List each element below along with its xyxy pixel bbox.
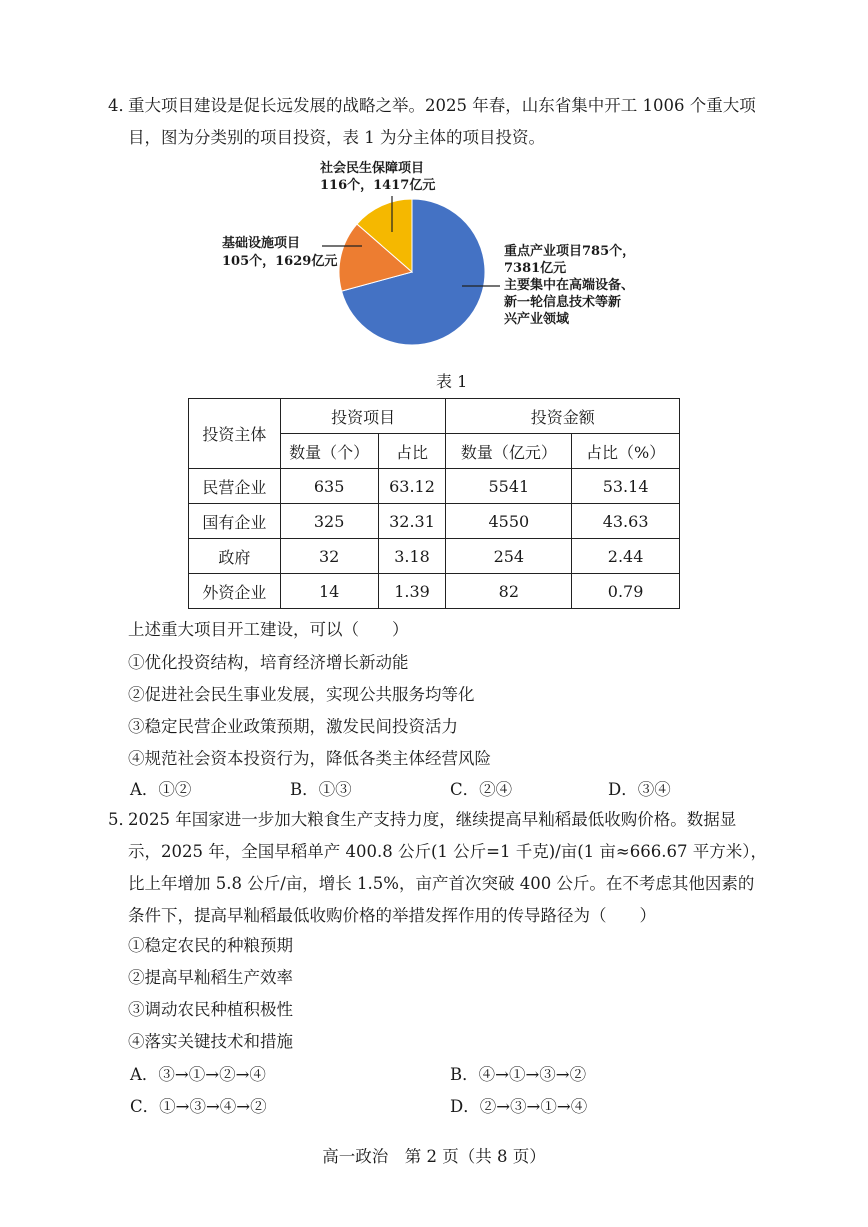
- cell-subject: 政府: [189, 539, 281, 574]
- table-caption: 表 1: [436, 372, 468, 391]
- cell-count: 32: [280, 539, 378, 574]
- q5-item-2: ②提高早籼稻生产效率: [128, 968, 293, 987]
- label-infra-value: 105个，1629亿元: [222, 254, 338, 269]
- label-key-line3: 主要集中在高端设备、: [504, 278, 635, 293]
- cell-amount-share: 43.63: [572, 504, 680, 539]
- subheader-amount: 数量（亿元）: [446, 434, 572, 469]
- cell-amount-share: 0.79: [572, 574, 680, 609]
- q4-stem-line1: 重大项目建设是促长远发展的战略之举。2025 年春，山东省集中开工 1006 个重大项: [128, 96, 756, 115]
- q4-number: 4．: [108, 96, 135, 115]
- label-social-name: 社会民生保障项目: [320, 161, 425, 176]
- cell-amount-share: 53.14: [572, 469, 680, 504]
- header-subject: 投资主体: [189, 399, 281, 469]
- q4-option-c[interactable]: C．②④: [450, 780, 513, 799]
- table-row: [189, 574, 680, 609]
- header-amount: 投资金额: [446, 399, 680, 434]
- header-projects: 投资项目: [280, 399, 446, 434]
- label-key-line1: 重点产业项目785个，: [504, 244, 636, 259]
- cell-share: 3.18: [378, 539, 446, 574]
- cell-count: 14: [280, 574, 378, 609]
- q4-item-1: ①优化投资结构，培育经济增长新动能: [128, 653, 409, 672]
- q4-stem-line2: 目，图为分类别的项目投资，表 1 为分主体的项目投资。: [128, 128, 545, 147]
- cell-subject: 民营企业: [189, 469, 281, 504]
- label-key-line2: 7381亿元: [504, 261, 567, 276]
- cell-subject: 外资企业: [189, 574, 281, 609]
- subheader-amount-share: 占比（%）: [572, 434, 680, 469]
- label-key-line5: 兴产业领域: [504, 312, 570, 327]
- q4-option-b[interactable]: B．①③: [290, 780, 352, 799]
- table-row: [189, 539, 680, 574]
- cell-amount-share: 2.44: [572, 539, 680, 574]
- investment-table: [188, 398, 680, 609]
- subheader-share: 占比: [378, 434, 446, 469]
- label-key-line4: 新一轮信息技术等新: [504, 295, 622, 310]
- q5-number: 5．: [108, 810, 135, 829]
- q5-option-d[interactable]: D．②→③→①→④: [450, 1097, 588, 1116]
- q5-option-c[interactable]: C．①→③→④→②: [130, 1097, 267, 1116]
- cell-amount: 4550: [446, 504, 572, 539]
- pie-chart: [0, 0, 868, 400]
- q4-item-2: ②促进社会民生事业发展，实现公共服务均等化: [128, 685, 475, 704]
- q5-stem-line1: 2025 年国家进一步加大粮食生产支持力度，继续提高早籼稻最低收购价格。数据显: [128, 810, 737, 829]
- q5-option-b[interactable]: B．④→①→③→②: [450, 1065, 587, 1084]
- q5-item-1: ①稳定农民的种粮预期: [128, 936, 293, 955]
- table-row: [189, 504, 680, 539]
- cell-count: 635: [280, 469, 378, 504]
- cell-amount: 82: [446, 574, 572, 609]
- q5-item-3: ③调动农民种植积极性: [128, 1000, 293, 1019]
- q5-stem-line2: 示，2025 年，全国早稻单产 400.8 公斤(1 公斤=1 千克)/亩(1 亩≈666.67 平方米），: [128, 842, 767, 861]
- cell-count: 325: [280, 504, 378, 539]
- q4-item-4: ④规范社会资本投资行为，降低各类主体经营风险: [128, 749, 491, 768]
- page-footer: 高一政治 第 2 页（共 8 页）: [322, 1147, 546, 1166]
- subheader-count: 数量（个）: [280, 434, 378, 469]
- q4-item-3: ③稳定民营企业政策预期，激发民间投资活力: [128, 717, 458, 736]
- cell-share: 1.39: [378, 574, 446, 609]
- q4-prompt: 上述重大项目开工建设，可以（ ）: [128, 620, 409, 639]
- table-header-row: [189, 399, 680, 434]
- q5-stem-line4: 条件下，提高早籼稻最低收购价格的举措发挥作用的传导路径为（ ）: [128, 906, 656, 925]
- cell-share: 63.12: [378, 469, 446, 504]
- table-row: [189, 469, 680, 504]
- label-infra-name: 基础设施项目: [222, 236, 301, 251]
- q4-option-a[interactable]: A．①②: [130, 780, 192, 799]
- cell-subject: 国有企业: [189, 504, 281, 539]
- q4-option-d[interactable]: D．③④: [608, 780, 671, 799]
- q5-stem-line3: 比上年增加 5.8 公斤/亩，增长 1.5%，亩产首次突破 400 公斤。在不考虑其他因素的: [128, 874, 755, 893]
- q5-option-a[interactable]: A．③→①→②→④: [130, 1065, 266, 1084]
- cell-amount: 254: [446, 539, 572, 574]
- cell-amount: 5541: [446, 469, 572, 504]
- q5-item-4: ④落实关键技术和措施: [128, 1032, 293, 1051]
- cell-share: 32.31: [378, 504, 446, 539]
- label-social-value: 116个，1417亿元: [320, 178, 436, 193]
